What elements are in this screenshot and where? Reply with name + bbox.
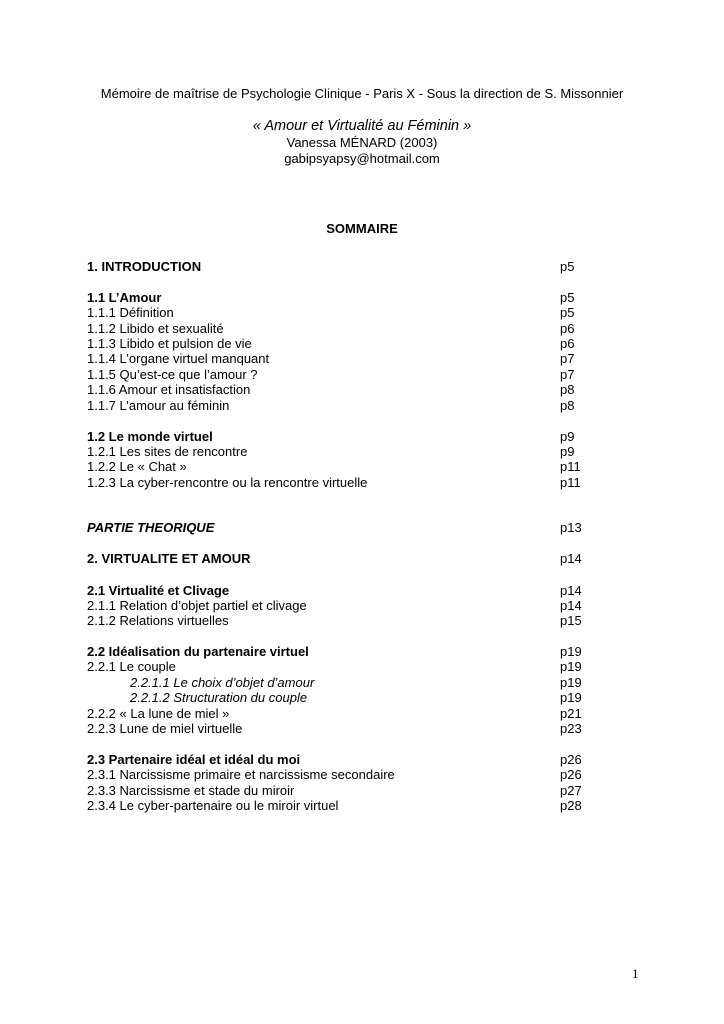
document-title: « Amour et Virtualité au Féminin » <box>252 118 472 134</box>
toc-label: 1.2.3 La cyber-rencontre ou la rencontre virtuelle <box>87 475 368 490</box>
toc-page: p28 <box>560 798 582 813</box>
toc-page: p5 <box>560 259 575 274</box>
toc-page: p6 <box>560 321 575 336</box>
toc-page: p5 <box>560 290 575 305</box>
toc-page: p13 <box>560 520 582 535</box>
toc-entry-virtualite-clivage <box>87 583 607 599</box>
toc-entry <box>87 798 607 814</box>
toc-page: p7 <box>560 367 575 382</box>
toc-page: p21 <box>560 706 582 721</box>
toc-page: p19 <box>560 690 582 705</box>
toc-label: 1.2.2 Le « Chat » <box>87 459 187 474</box>
toc-label: 2.1.2 Relations virtuelles <box>87 613 229 628</box>
toc-page: p19 <box>560 644 582 659</box>
toc-label: 2.2.1 Le couple <box>87 659 176 674</box>
author-line: Vanessa MÉNARD (2003) <box>286 135 438 150</box>
toc-page: p5 <box>560 305 575 320</box>
toc-page: p11 <box>560 459 581 474</box>
toc-label: 2.3.3 Narcissisme et stade du miroir <box>87 783 295 798</box>
toc-entry-partenaire-ideal <box>87 752 607 768</box>
toc-page: p15 <box>560 613 582 628</box>
toc-entry <box>87 336 607 352</box>
toc-label: 1.1 L’Amour <box>87 290 162 305</box>
toc-label: 1.1.4 L’organe virtuel manquant <box>87 351 270 366</box>
toc-page: p26 <box>560 767 582 782</box>
toc-entry-introduction <box>87 259 607 275</box>
toc-page: p19 <box>560 659 582 674</box>
toc-entry <box>87 475 607 491</box>
toc-label: 2.1.1 Relation d’objet partiel et clivage <box>87 598 307 613</box>
toc-page: p23 <box>560 721 582 736</box>
toc-label: 1.2.1 Les sites de rencontre <box>87 444 248 459</box>
toc-entry <box>87 444 607 460</box>
toc-label: 1.1.1 Définition <box>87 305 174 320</box>
toc-entry <box>87 659 607 675</box>
toc-label: 2.2.3 Lune de miel virtuelle <box>87 721 243 736</box>
toc-entry <box>87 305 607 321</box>
toc-page: p6 <box>560 336 575 351</box>
toc-entry-idealisation <box>87 644 607 660</box>
toc-entry <box>87 783 607 799</box>
toc-entry-amour <box>87 290 607 306</box>
author-email: gabipsyapsy@hotmail.com <box>284 151 440 166</box>
toc-label: 2.2 Idéalisation du partenaire virtuel <box>87 644 309 659</box>
toc-label: 2.2.1.2 Structuration du couple <box>130 690 308 705</box>
toc-entry <box>87 367 607 383</box>
toc-subentry <box>87 690 607 706</box>
toc-label: 2. VIRTUALITE ET AMOUR <box>87 551 251 566</box>
toc-entry <box>87 598 607 614</box>
toc-label: 1.1.2 Libido et sexualité <box>87 321 224 336</box>
toc-label: 2.1 Virtualité et Clivage <box>87 583 230 598</box>
toc-page: p7 <box>560 351 575 366</box>
toc-page: p14 <box>560 583 582 598</box>
toc-entry-partie-theorique <box>87 520 607 536</box>
toc-label: 1.1.5 Qu’est-ce que l’amour ? <box>87 367 258 382</box>
toc-entry <box>87 721 607 737</box>
toc-page: p14 <box>560 551 582 566</box>
toc-label: 2.3 Partenaire idéal et idéal du moi <box>87 752 301 767</box>
toc-subentry <box>87 675 607 691</box>
toc-entry <box>87 459 607 475</box>
toc-page: p8 <box>560 382 575 397</box>
toc-entry <box>87 321 607 337</box>
toc-entry <box>87 706 607 722</box>
toc-page: p9 <box>560 429 575 444</box>
toc-page: p19 <box>560 675 582 690</box>
toc-label: 1.1.6 Amour et insatisfaction <box>87 382 251 397</box>
toc-page: p8 <box>560 398 575 413</box>
toc-entry <box>87 613 607 629</box>
toc-entry <box>87 767 607 783</box>
toc-entry <box>87 351 607 367</box>
memoire-header: Mémoire de maîtrise de Psychologie Clinique - Paris X - Sous la direction de S. Missonnier <box>100 86 624 101</box>
toc-label: PARTIE THEORIQUE <box>87 520 215 535</box>
toc-label: 2.2.1.1 Le choix d’objet d’amour <box>130 675 315 690</box>
sommaire-heading: SOMMAIRE <box>326 221 398 236</box>
toc-label: 2.3.4 Le cyber-partenaire ou le miroir virtuel <box>87 798 339 813</box>
toc-label: 1.1.3 Libido et pulsion de vie <box>87 336 252 351</box>
toc-page: p11 <box>560 475 581 490</box>
toc-label: 1. INTRODUCTION <box>87 259 202 274</box>
toc-page: p14 <box>560 598 582 613</box>
toc-page: p26 <box>560 752 582 767</box>
toc-page: p9 <box>560 444 575 459</box>
toc-label: 2.3.1 Narcissisme primaire et narcissisme secondaire <box>87 767 395 782</box>
toc-label: 1.2 Le monde virtuel <box>87 429 213 444</box>
toc-entry <box>87 382 607 398</box>
toc-entry-monde-virtuel <box>87 429 607 445</box>
toc-entry-virtualite-amour <box>87 551 607 567</box>
toc-entry <box>87 398 607 414</box>
page-number: 1 <box>632 966 639 981</box>
toc-page: p27 <box>560 783 582 798</box>
toc-label: 1.1.7 L’amour au féminin <box>87 398 230 413</box>
toc-label: 2.2.2 « La lune de miel » <box>87 706 230 721</box>
